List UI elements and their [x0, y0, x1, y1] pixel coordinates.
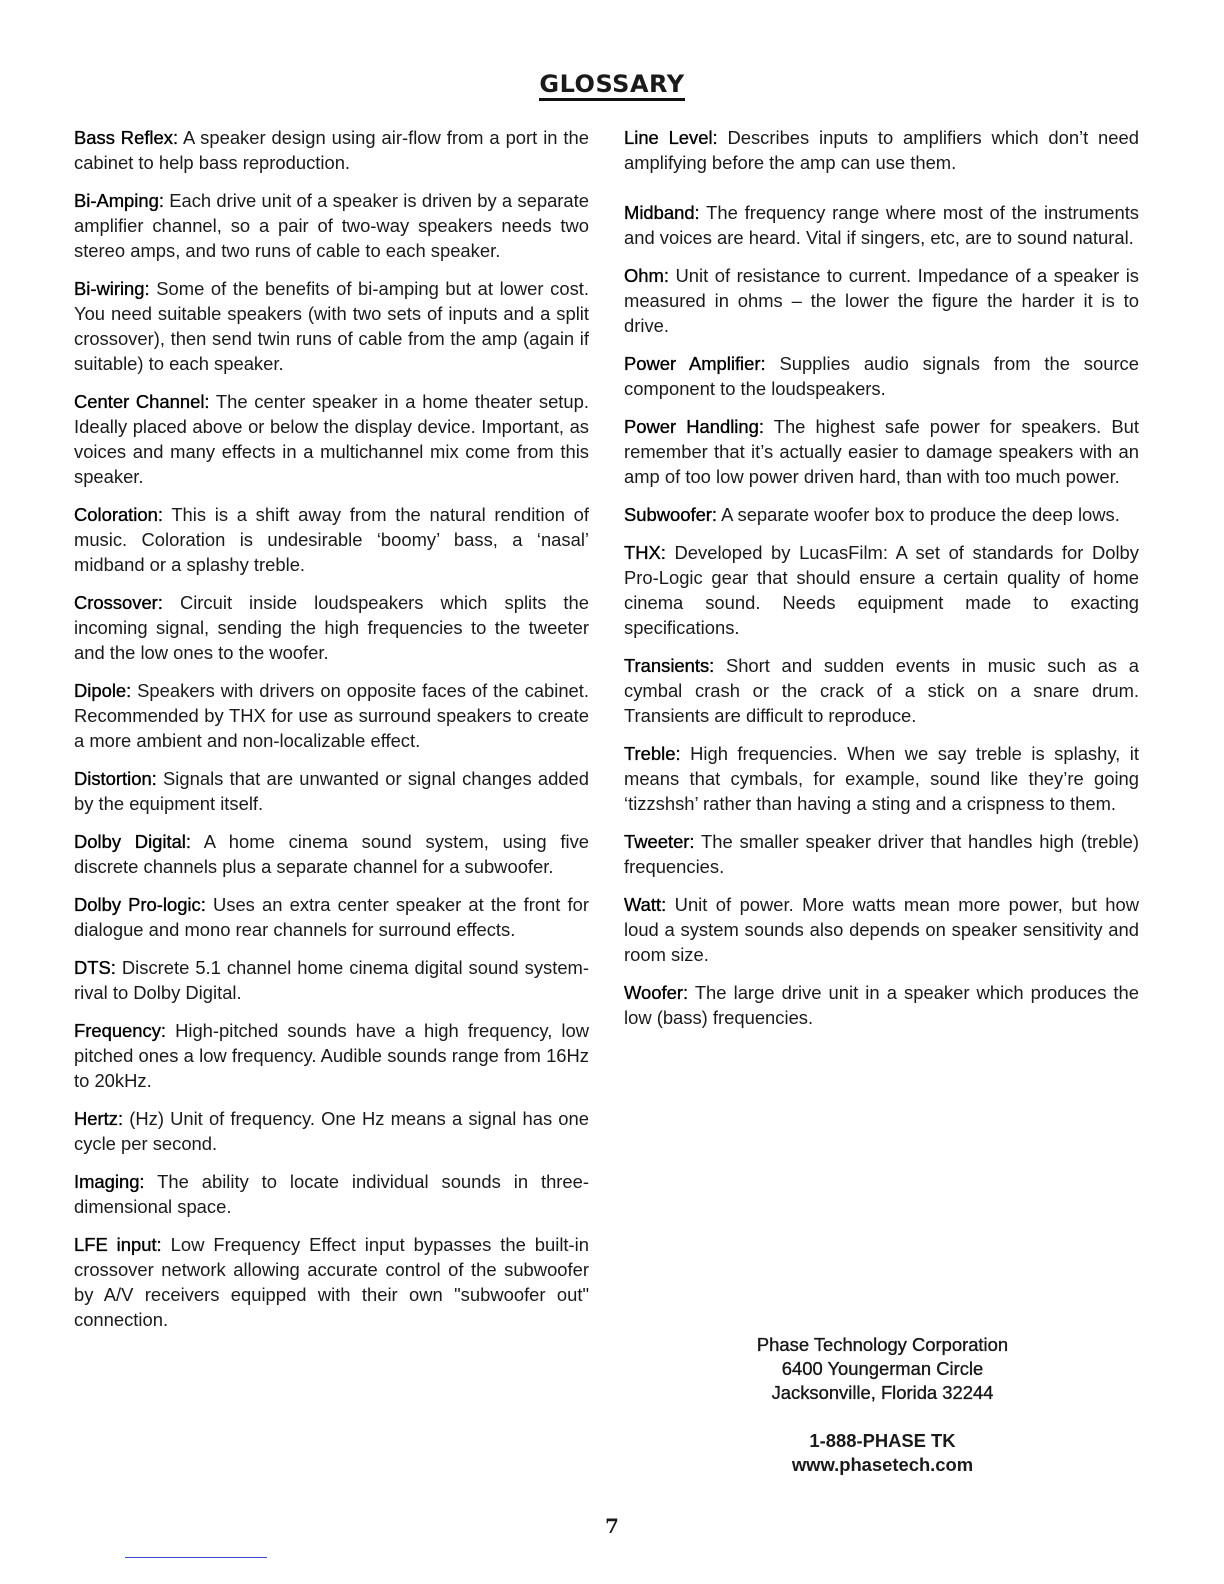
glossary-entry: [624, 980, 1139, 1030]
glossary-definition: The frequency range where most of the instruments and voices are heard. Vital if singers, etc, are to sound natural.: [624, 202, 1139, 248]
glossary-definition: Developed by LucasFilm: A set of standards for Dolby Pro-Logic gear that should ensure a certain quality of home cinema sound. Needs equipment made to exacting specifications.: [624, 542, 1139, 638]
company-city: Jacksonville, Florida 32244: [771, 1382, 994, 1403]
glossary-term: Ohm:: [624, 265, 669, 286]
glossary-entry: [624, 414, 1139, 489]
glossary-definition: Supplies audio signals from the source component to the loudspeakers.: [624, 353, 1139, 399]
glossary-definition: A speaker design using air-flow from a port in the cabinet to help bass reproduction.: [74, 127, 590, 173]
glossary-right-column: [624, 125, 1139, 1043]
glossary-term: Bi-Amping:: [74, 190, 164, 211]
glossary-term: Frequency:: [74, 1020, 166, 1041]
glossary-definition: Uses an extra center speaker at the front for dialogue and mono rear channels for surround effects.: [74, 894, 589, 940]
glossary-term: Center Channel:: [74, 391, 210, 412]
glossary-definition: Speakers with drivers on opposite faces of the cabinet. Recommended by THX for use as surround speakers to create a more ambient and non-localizable effect.: [74, 680, 589, 751]
company-phone: 1-888-PHASE TK: [809, 1430, 956, 1451]
glossary-definition: Low Frequency Effect input bypasses the built-in crossover network allowing accurate control of the subwoofer by A/V receivers equipped with their own "subwoofer out" connection.: [74, 1234, 589, 1330]
glossary-term: Treble:: [624, 743, 681, 764]
glossary-term: Tweeter:: [624, 831, 695, 852]
glossary-term: Bass Reflex:: [74, 127, 179, 148]
glossary-entry: [624, 892, 1139, 967]
glossary-entry: [624, 540, 1139, 640]
glossary-term: Coloration:: [74, 504, 163, 525]
glossary-entry: [74, 892, 589, 942]
glossary-term: Transients:: [624, 655, 715, 676]
glossary-term: DTS:: [74, 957, 116, 978]
glossary-definition: Describes inputs to amplifiers which don’t need amplifying before the amp can use them.: [624, 127, 1139, 173]
glossary-entry: [74, 502, 589, 577]
glossary-entry: [74, 125, 589, 175]
page-number: 7: [605, 1514, 619, 1538]
glossary-entry: [624, 200, 1139, 250]
glossary-entry: [624, 125, 1139, 175]
glossary-definition: The center speaker in a home theater setup. Ideally placed above or below the display device. Important, as voices and many effects in a multichannel mix come from this speaker.: [74, 391, 589, 487]
glossary-left-column: [74, 125, 589, 1345]
glossary-entry: [74, 188, 589, 263]
glossary-entry: [74, 389, 589, 489]
glossary-term: Midband:: [624, 202, 700, 223]
glossary-definition: Each drive unit of a speaker is driven by a separate amplifier channel, so a pair of two-way speakers needs two stereo amps, and two runs of cable to each speaker.: [74, 190, 589, 261]
glossary-entry: [74, 955, 589, 1005]
glossary-definition: Circuit inside loudspeakers which splits the incoming signal, sending the high frequencies to the tweeter and the low ones to the woofer.: [74, 592, 589, 663]
glossary-definition: The highest safe power for speakers. But remember that it’s actually easier to damage speakers with an amp of too low power driven hard, than with too much power.: [624, 416, 1139, 487]
page-title: GLOSSARY: [0, 70, 1224, 98]
glossary-definition: The large drive unit in a speaker which produces the low (bass) frequencies.: [624, 982, 1139, 1028]
glossary-term: Crossover:: [74, 592, 163, 613]
glossary-definition: Some of the benefits of bi-amping but at lower cost. You need suitable speakers (with two sets of inputs and a split crossover), then send twin runs of cable from the amp (again if suitable) to each speaker.: [74, 278, 589, 374]
glossary-definition: Discrete 5.1 channel home cinema digital sound system-rival to Dolby Digital.: [74, 957, 589, 1003]
glossary-term: Dipole:: [74, 680, 132, 701]
company-name: Phase Technology Corporation: [756, 1334, 1009, 1355]
glossary-definition: Short and sudden events in music such as a cymbal crash or the crack of a stick on a snare drum. Transients are difficult to reproduce.: [624, 655, 1139, 726]
glossary-entry: [74, 1232, 589, 1332]
glossary-term: Imaging:: [74, 1171, 145, 1192]
glossary-entry: [74, 1018, 589, 1093]
glossary-term: Distortion:: [74, 768, 157, 789]
glossary-term: Dolby Pro-logic:: [74, 894, 206, 915]
glossary-entry: [74, 1106, 589, 1156]
glossary-entry: [624, 741, 1139, 816]
glossary-entry: [624, 653, 1139, 728]
glossary-term: Dolby Digital:: [74, 831, 192, 852]
glossary-definition: A home cinema sound system, using five discrete channels plus a separate channel for a subwoofer.: [74, 831, 589, 877]
glossary-definition: Signals that are unwanted or signal changes added by the equipment itself.: [74, 768, 589, 814]
glossary-term: Bi-wiring:: [74, 278, 150, 299]
glossary-entry: [624, 829, 1139, 879]
glossary-definition: Unit of resistance to current. Impedance of a speaker is measured in ohms – the lower the figure the harder it is to drive.: [624, 265, 1139, 336]
glossary-entry: [74, 766, 589, 816]
glossary-term: Watt:: [624, 894, 667, 915]
glossary-definition: High-pitched sounds have a high frequency, low pitched ones a low frequency. Audible sounds range from 16Hz to 20kHz.: [74, 1020, 589, 1091]
glossary-definition: This is a shift away from the natural rendition of music. Coloration is undesirable ‘boomy’ bass, a ‘nasal’ midband or a splashy treble.: [74, 504, 590, 575]
footer-rule: [125, 1557, 267, 1558]
glossary-definition: The ability to locate individual sounds in three-dimensional space.: [74, 1171, 589, 1217]
glossary-definition: High frequencies. When we say treble is splashy, it means that cymbals, for example, sound like they’re going ‘tizzshsh’ rather than having a sting and a crispness to them.: [624, 743, 1139, 814]
glossary-definition: (Hz) Unit of frequency. One Hz means a signal has one cycle per second.: [74, 1108, 589, 1154]
company-website: www.phasetech.com: [791, 1454, 974, 1475]
glossary-entry: [624, 263, 1139, 338]
glossary-entry: [74, 590, 589, 665]
glossary-term: Power Handling:: [624, 416, 764, 437]
glossary-definition: The smaller speaker driver that handles high (treble) frequencies.: [624, 831, 1139, 877]
glossary-term: THX:: [624, 542, 666, 563]
glossary-entry: [74, 829, 589, 879]
glossary-term: Line Level:: [624, 127, 718, 148]
company-street: 6400 Youngerman Circle: [781, 1358, 984, 1379]
glossary-term: Power Amplifier:: [624, 353, 766, 374]
glossary-entry: [74, 1169, 589, 1219]
glossary-definition: A separate woofer box to produce the deep lows.: [721, 504, 1120, 525]
glossary-term: LFE input:: [74, 1234, 162, 1255]
company-contact-block: [690, 1333, 1075, 1477]
glossary-definition: Unit of power. More watts mean more power, but how loud a system sounds also depends on speaker sensitivity and room size.: [624, 894, 1139, 965]
glossary-term: Woofer:: [624, 982, 689, 1003]
glossary-entry: [624, 502, 1139, 527]
glossary-entry: [624, 351, 1139, 401]
glossary-term: Hertz:: [74, 1108, 124, 1129]
glossary-entry: [74, 678, 589, 753]
glossary-term: Subwoofer:: [624, 504, 718, 525]
glossary-entry: [74, 276, 589, 376]
